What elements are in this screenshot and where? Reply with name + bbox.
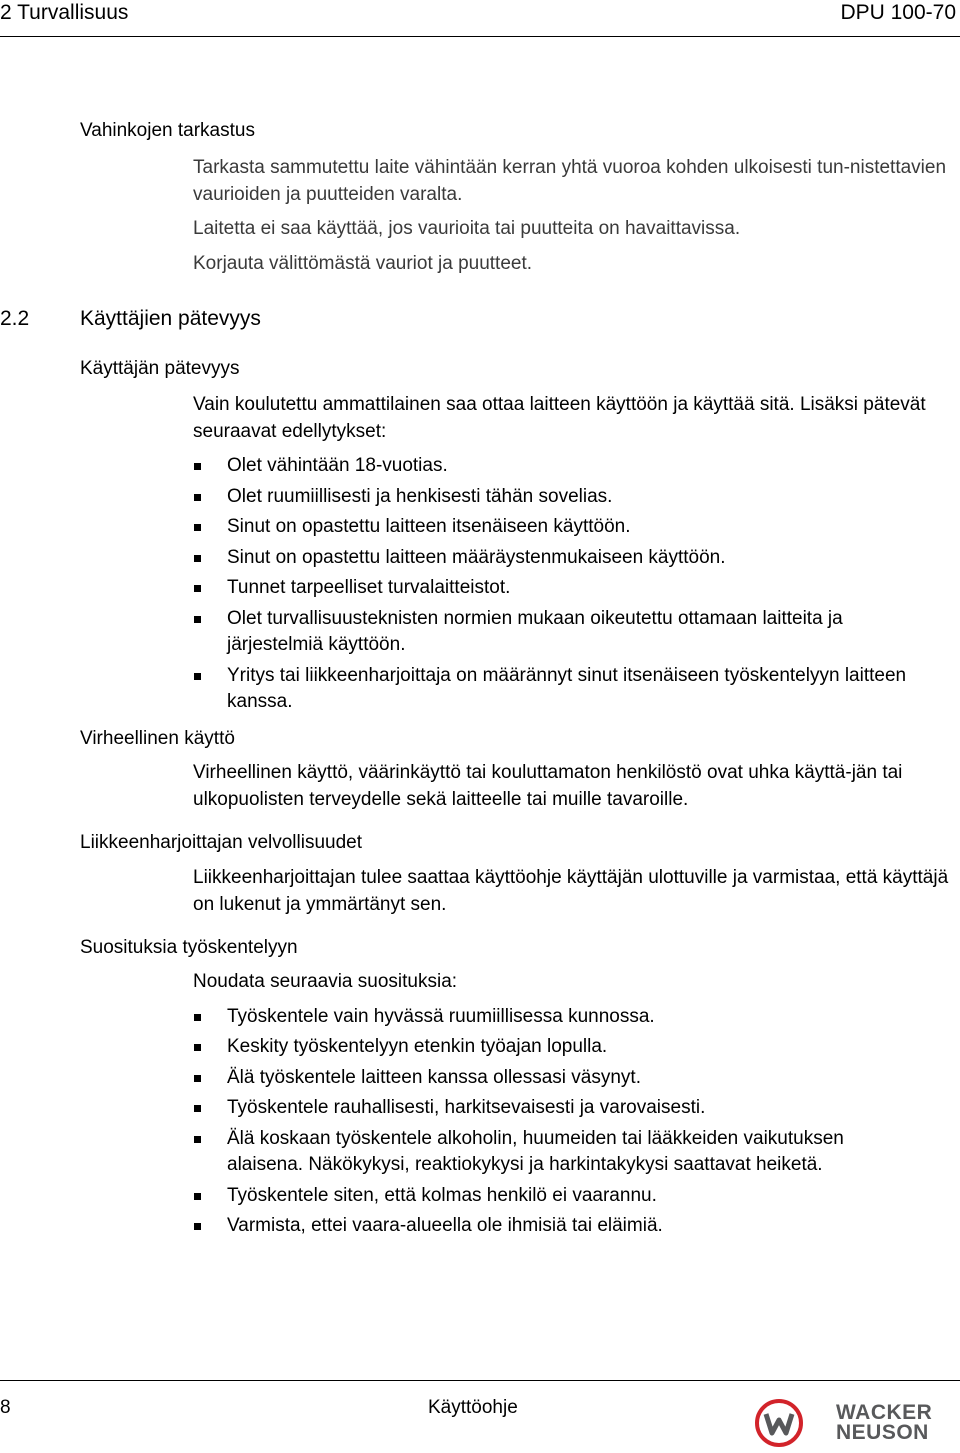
recommendations-heading: Suosituksia työskentelyyn bbox=[80, 937, 298, 958]
list-item-text: Olet vähintään 18-vuotias. bbox=[227, 455, 448, 476]
list-item-text: Työskentele vain hyvässä ruumiillisessa kunnossa. bbox=[227, 1005, 655, 1027]
header-chapter: 2 Turvallisuus bbox=[0, 1, 129, 24]
section-title: Käyttäjien pätevyys bbox=[80, 307, 261, 330]
damage-check-paragraph: Korjauta välittömästä vauriot ja puutteet. bbox=[193, 252, 533, 274]
list-item-text: Työskentele rauhallisesti, harkitsevaisesti ja varovaisesti. bbox=[227, 1097, 706, 1118]
list-item-text: Varmista, ettei vaara-alueella ole ihmisiä tai eläimiä. bbox=[227, 1215, 663, 1236]
duties-text: Liikkeenharjoittajan tulee saattaa käyttöohje käyttäjän ulottuville ja varmistaa, että käyttäjä on lukenut ja ymmärtänyt sen. bbox=[193, 867, 949, 915]
bullet-square-icon bbox=[194, 463, 201, 470]
list-item bbox=[193, 1065, 923, 1092]
bullet-square-icon bbox=[194, 673, 201, 680]
bullet-square-icon bbox=[194, 524, 201, 531]
bullet-square-icon bbox=[194, 1136, 201, 1143]
list-item bbox=[193, 1004, 923, 1031]
list-item bbox=[193, 1034, 923, 1061]
duties-heading: Liikkeenharjoittajan velvollisuudet bbox=[80, 832, 363, 853]
list-item bbox=[193, 1095, 923, 1122]
logo-line-2: NEUSON bbox=[836, 1421, 929, 1444]
list-item bbox=[193, 453, 923, 480]
list-item-text: Sinut on opastettu laitteen määräystenmukaiseen käyttöön. bbox=[227, 546, 726, 568]
list-item bbox=[193, 484, 923, 511]
qualification-heading: Käyttäjän pätevyys bbox=[80, 358, 240, 379]
list-item-text: Työskentele siten, että kolmas henkilö ei vaarannu. bbox=[227, 1184, 657, 1206]
wacker-neuson-wordmark bbox=[836, 1403, 932, 1443]
bullet-square-icon bbox=[194, 616, 201, 623]
bullet-square-icon bbox=[194, 494, 201, 501]
wacker-neuson-emblem-icon bbox=[754, 1398, 804, 1448]
list-item bbox=[193, 663, 923, 716]
list-item-text: Tunnet tarpeelliset turvalaitteistot. bbox=[227, 577, 511, 598]
list-item bbox=[193, 575, 923, 602]
bullet-square-icon bbox=[194, 1193, 201, 1200]
damage-check-paragraph: Laitetta ei saa käyttää, jos vaurioita tai puutteita on havaittavissa. bbox=[193, 218, 741, 239]
recommendations-list bbox=[193, 1004, 923, 1240]
footer-rule bbox=[0, 1380, 960, 1381]
bullet-square-icon bbox=[194, 585, 201, 592]
list-item-text: Keskity työskentelyyn etenkin työajan lopulla. bbox=[227, 1036, 608, 1057]
misuse-body bbox=[193, 760, 953, 813]
qualification-body bbox=[193, 392, 953, 716]
damage-check-heading: Vahinkojen tarkastus bbox=[80, 120, 255, 141]
list-item bbox=[193, 1183, 923, 1210]
recommendations-body bbox=[193, 969, 953, 1240]
misuse-text: Virheellinen käyttö, väärinkäyttö tai kouluttamaton henkilöstö ovat uhka käyttä-jän tai ulkopuolisten terveydelle sekä laitteelle tai muille tavaroille. bbox=[193, 762, 903, 810]
section-number: 2.2 bbox=[0, 307, 30, 330]
list-item-text: Sinut on opastettu laitteen itsenäiseen käyttöön. bbox=[227, 516, 631, 537]
qualification-list bbox=[193, 453, 923, 716]
list-item-text: Älä työskentele laitteen kanssa ollessasi väsynyt. bbox=[227, 1066, 641, 1088]
list-item-text: Olet turvallisuusteknisten normien mukaan oikeutettu ottamaan laitteita ja järjestelmiä käyttöön. bbox=[227, 607, 843, 655]
recommendations-intro: Noudata seuraavia suosituksia: bbox=[193, 971, 458, 992]
header-rule bbox=[0, 36, 960, 37]
list-item bbox=[193, 545, 923, 572]
damage-check-paragraph: Tarkasta sammutettu laite vähintään kerran yhtä vuoroa kohden ulkoisesti tun-nistettavien vaurioiden ja puutteiden varalta. bbox=[193, 157, 947, 205]
bullet-square-icon bbox=[194, 555, 201, 562]
header-model: DPU 100-70 bbox=[840, 1, 956, 24]
bullet-square-icon bbox=[194, 1105, 201, 1112]
list-item-text: Yritys tai liikkeenharjoittaja on määrännyt sinut itsenäiseen työskentelyyn laitteen kanssa. bbox=[227, 664, 907, 712]
bullet-square-icon bbox=[194, 1075, 201, 1082]
bullet-square-icon bbox=[194, 1044, 201, 1051]
logo-line-1: WACKER bbox=[836, 1401, 933, 1424]
qualification-intro: Vain koulutettu ammattilainen saa ottaa laitteen käyttöön ja käyttää sitä. Lisäksi pätevät seuraavat edellytykset: bbox=[193, 394, 926, 442]
page-number: 8 bbox=[0, 1397, 11, 1418]
bullet-square-icon bbox=[194, 1014, 201, 1021]
damage-check-body bbox=[193, 155, 955, 277]
list-item bbox=[193, 1126, 923, 1179]
list-item bbox=[193, 1213, 923, 1240]
list-item bbox=[193, 514, 923, 541]
list-item-text: Älä koskaan työskentele alkoholin, huumeiden tai lääkkeiden vaikutuksen alaisena. Näkökykysi, reaktiokykysi ja harkintakykysi saattavat heiketä. bbox=[227, 1127, 844, 1175]
list-item bbox=[193, 606, 923, 659]
misuse-heading: Virheellinen käyttö bbox=[80, 728, 235, 749]
list-item-text: Olet ruumiillisesti ja henkisesti tähän sovelias. bbox=[227, 485, 613, 507]
duties-body bbox=[193, 865, 953, 918]
doc-type: Käyttöohje bbox=[428, 1397, 518, 1418]
bullet-square-icon bbox=[194, 1223, 201, 1230]
